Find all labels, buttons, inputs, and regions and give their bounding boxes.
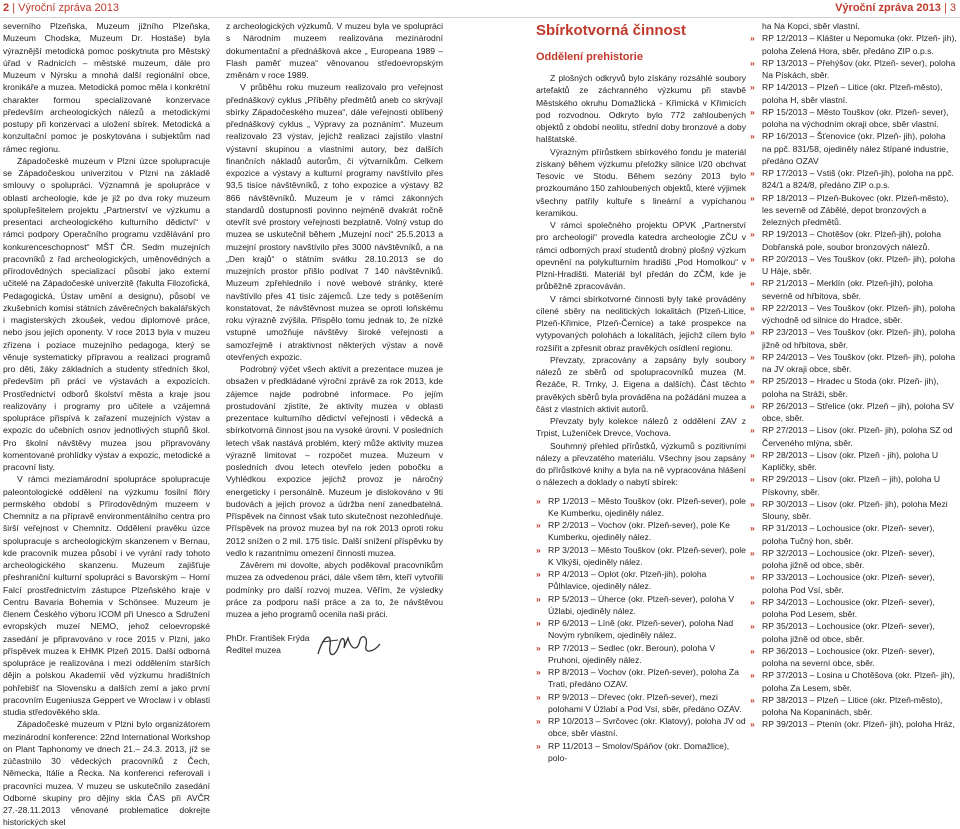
- bullet-marker-icon: »: [750, 547, 755, 558]
- bullet-marker-icon: »: [750, 523, 755, 534]
- header-left: 2 | Výroční zpráva 2013: [3, 2, 119, 14]
- director-name: PhDr. František Frýda: [226, 633, 310, 644]
- bullet-marker-icon: »: [750, 719, 755, 730]
- paragraph: Západočeské muzeum v Plzni bylo organizátorem mezinárodní konference: 22nd International Workshop on Plant Taphonomy ve dnech 21.– 24.3. 2013, jíž se zúčastnilo 30 vědeckých pracovníků z Čech, Německa, Itálie a Řecka. Na konferenci referovali i pracovníci muzea. V muzeu se uskutečnilo zasedání Odborné skupiny pro dějiny skla ČAS při AVČR 27.-28.11.2013 věnované problematice dokrejte historických skel: [3, 719, 210, 828]
- report-title-right: Výroční zpráva 2013: [835, 2, 941, 14]
- acquisition-list: [536, 495, 746, 765]
- paragraph: Západočeské muzeum v Plzni úzce spolupracuje se Západočeskou univerzitou v Plzni na základě smlouvy o spolupráci. Významná je spolupráce v oblasti archeologie, kde je již po dva roky muzeum spolupřešitelem projektu „Partnerství ve výzkumu a presentaci archeologického kulturního dědictví“ v rámci podpory Operačního programu vzdělávání pro konkurenceschopnost“ MŠT ČR. Sedm muzejních pracovníků z řad archeologických, uměnovědných a přírodovědných specializací působí jako externí učitelé na Západočeské univerzitě (fakulta Filozofická, Pedagogická, Ústav umění a designu), působí ve zkušebních komisi státních závěrečných bakalářských i magisterských zkoušek, vedou diplomové práce, nebo jsou jejich oponenty. V roce 2013 byla v muzeu zřízena i poziace muzejního pedagoga, který se věnuje systematicky přípravou a realizaci programů pro děti, žáky základních a studenty středních škol, především při práci ve výstavách a expozicích. Prostřednictví odborů školství města a kraje jsou realizovány i programy pro učitele a vzájemná spolupráce přispívá k zařazení muzejních výstav a expozic do učebních osnov jednotlivých stupňů škol. Pro školní návštěvy muzea jsou připravovány komentované prohlídky výstav a expozic, metodické a pracovní listy.: [3, 155, 210, 472]
- list-item: » RP 23/2013 – Ves Touškov (okr. Plzeň- jih), poloha jižně od hřbitova, sběr.: [750, 327, 956, 350]
- list-item: » RP 16/2013 – Šťenovice (okr. Plzeň- jih), poloha na ppč. 831/58, ojediněly nález štípané industrie, předáno OZAV: [750, 131, 949, 166]
- list-item: » RP 9/2013 – Dřevec (okr. Plzeň-sever), mezi polohami V Úžlabí a Pod Vsí, sběr, předáno OZAV.: [536, 691, 742, 714]
- list-item: » RP 38/2013 – Plzeň – Litice (okr. Plzeň-město), poloha Na Kopaninách, sběr.: [750, 694, 943, 717]
- bullet-marker-icon: »: [750, 425, 755, 436]
- paragraph: severního Plzeňska, Muzeum jižního Plzeňska, Muzeum Chodska, Muzeum Dr. Hostaše) byla výraznější metodická pomoc poskytnuta pro Městský úřad v Radnicích – městské muzeum, dále pro Muzeum v Nýrsku a mnohá další regionální obce, kronikáře a muzea. Metodická pomoc měla i konkrétní charakter formou specializované konzervace především archeologických nálezů a metodickými postupy při konzervaci a uložení sbírek. Metodická a konzultační pomoc je poskytována i subjektům nad rámec regionu.: [3, 21, 210, 154]
- bullet-marker-icon: »: [750, 694, 755, 705]
- list-item: » RP 21/2013 – Merklín (okr. Plzeň-jih), poloha severně od hřbitova, sběr.: [750, 278, 933, 301]
- list-item: » RP 8/2013 – Vochov (okr. Plzeň-sever), poloha Za Trati, předáno OZAV.: [536, 667, 739, 690]
- paragraph: Závěrem mi dovolte, abych poděkoval pracovníkům muzea za odvedenou práci, dále všem těm, kteří vytvořili podmínky pro další rozvoj muzea. Věřím, že výsledky práce za podporu naší práce a za to, že návštěvou muzea a jeho programů ocenila naši práci.: [226, 560, 443, 619]
- page-number-left: 2: [3, 2, 10, 14]
- bullet-marker-icon: »: [750, 327, 755, 338]
- bullet-marker-icon: »: [750, 106, 755, 117]
- bullet-marker-icon: »: [750, 376, 755, 387]
- bullet-marker-icon: »: [536, 642, 541, 653]
- paragraph: Převzaty, zpracovány a zapsány byly soubory nálezů ze sběrů od spolupracovníků muzea (M. Řezáče, R. Trnky, J. Eigena a dalších). Část těchto pravěkých sběrů byla prováděna na požádání muzea a část z vlastních aktivit autorů.: [536, 354, 746, 414]
- list-item: » RP 15/2013 – Město Touškov (okr. Plzeň- sever), poloha na východním okraji obce, sběr vlastní.: [750, 106, 949, 129]
- bullet-marker-icon: »: [750, 645, 755, 656]
- bullet-marker-icon: »: [750, 131, 755, 142]
- list-item: » RP 30/2013 – Lisov (okr. Plzeň- jih), poloha Mezi Slouny, sběr.: [750, 498, 948, 521]
- text-column-2: [226, 20, 443, 656]
- bullet-marker-icon: »: [750, 57, 755, 68]
- bullet-marker-icon: »: [750, 33, 755, 44]
- bullet-marker-icon: »: [750, 498, 755, 509]
- list-item: » RP 20/2013 – Ves Touškov (okr. Plzeň- jih), poloha U Háje, sběr.: [750, 253, 956, 276]
- list-item: » RP 10/2013 – Svrčovec (okr. Klatovy), poloha JV od obce, sběr vlastní.: [536, 716, 746, 739]
- paragraph: V rámci sbírkotvorné činnosti byly také provádény cílené sběry na neolitických lokalitách (Plzeň-Litice, Plzeň-Křimice, Plzeň-Černice) a také prospekce na vytypovaných polohách a lokalitách, jejichž cílem bylo rozšířit a zpřesnit obraz pravěkých osídlení regionu.: [536, 293, 746, 353]
- subsection-title: Oddělení prehistorie: [536, 51, 643, 63]
- paragraph: Souhrnný přehled přírůstků, výzkumů s pozitivními nálezy a převzatého materiálu. Všechny jsou zapsány do přírůstkové knihy a byla na ně vypracována hlášení o nálezech a doklady o nabytí sbírek:: [536, 440, 746, 488]
- report-title-left: Výroční zpráva 2013: [18, 2, 119, 14]
- bullet-marker-icon: »: [750, 596, 755, 607]
- paragraph: z archeologických výzkumů. V muzeu byla ve spolupráci s Národním muzeem realizována mezinárodní dokumentační a přednášková akce „ Europeana 1989 – Flash paměť muzea“ věnovanou středoevropským změnám v roce 1989.: [226, 21, 443, 80]
- paragraph: V rámci meziamárodní spolupráce spolupracuje paleontologické oddělení na výzkumu fosilní flóry permského období s Přírodovědným muzeem v Chemnitz a na přípravě environmentálního centra pro širší veřejnost v Chemnitz. Oddělení pravěku úzce spolupracuje s archeologickým skanzenem v Bernau, kde pracovník muzea působí i ve vyrání rady tohoto archeologického skanzenu. Muzeum zajišťuje přeshraniční kulturní spolupráci s Bavorským – Horní Falcí prostřednictvím zástupce Plzeňského kraje v Centru Bavaria Bohemia v Schönsee. Muzeum je členem Českého výboru ICOM při Unesco a Sdružení evropských muzeí NEMO, jehož celoevropské zasedání je připravováno v roce 2015 v Plzni, jako příspěvek muzea k EHMK Plzeň 2015. Další odborná spolupráce je realizována i mezi oddělením starších dějin a polskou Akademií věd výzkumu hradištních pohřebišť na Slovensku a dalších zemí a jako první pracovním Eugeniusza Geppert ve Wroclaw i v oblasti studia středověkého skla.: [3, 474, 210, 717]
- bullet-marker-icon: »: [536, 495, 541, 506]
- section-title: Sbírkotvorná činnost: [536, 22, 687, 39]
- bullet-marker-icon: »: [536, 618, 541, 628]
- text-column-1: [3, 20, 210, 828]
- bullet-marker-icon: »: [750, 572, 755, 583]
- director-role: Ředitel muzea: [226, 645, 281, 656]
- list-item: » RP 3/2013 – Město Touškov (okr. Plzeň-sever), pole K Vlkýši, ojediněly nález.: [536, 544, 746, 567]
- bullet-marker-icon: »: [750, 192, 755, 203]
- list-item: » RP 26/2013 – Střelice (okr. Plzeň – jih), poloha SV obce, sběr.: [750, 400, 954, 423]
- paragraph: Z plošných odkryvů bylo získány rozsáhlé soubory artefaktů ze záchranného výzkumu při stavbě Městského okruhu Domažlická - Křimická v Křimicích pod rozvodnou. Odkryto bylo 772 zahloubených objektů z období neolitu, střední doby bronzové a doby halštatské.: [536, 73, 746, 145]
- bullet-marker-icon: »: [536, 569, 541, 579]
- list-item: » RP 33/2013 – Lochousice (okr. Plzeň- sever), poloha Pod Vsí, sběr.: [750, 572, 935, 595]
- bullet-marker-icon: »: [750, 670, 755, 681]
- paragraph: V průběhu roku muzeum realizovalo pro veřejnost přednáškový cyklus „Příběhy předmětů aneb co skrývají sbírky Západočeského muzea“, dále veřejnosti oblíbený přednáškový cyklus „ Výpravy za poznáním“. Muzeum realizovalo 23 výstav, jejichž realizaci zajistilo vlastní výstavní skupinou a vlastními autory, bez dalších finančních nákladů autorům, či výtvarníkům. Celkem expozice a výstavy a kulturní programy navštívilo přes 93,5 tisíce návštěvníků, z toho expozice a výstavy 82 866 návštěvníků. Muzeum je v rámci zákonných standardů dostupnosti povinno nejméně dvakrát ročně otevřít své prostory veřejnosti bezplatně. Volný vstup do muzea se uskutečnil během „Muzejní noci“ 25.5.2013 a muzejní prostory navštívilo přes 3000 návštěvníků, a na „Den krajů“ o státním svátku 28.10.2013 se do muzejních prostor přišlo podívat 7 140 návštěvníků. Muzeum zpřehlednilo i nové webové stránky, které navštívilo přes 41 tisíc zájemců. Lze tedy s potěšením konstatovat, že návštěvnost muzea se oproti loňskému roku výrazně zvýšila. Přispělo tomu jednak to, že nízké vstupné umožňuje návštěvy široké veřejnosti a samozřejmě i atraktivnost některých výstav a nově otevřených expozic.: [226, 82, 443, 362]
- bullet-marker-icon: »: [750, 302, 755, 313]
- list-item: » RP 36/2013 – Lochousice (okr. Plzeň- sever), poloha na severní obce, sběr.: [750, 645, 935, 668]
- list-item: » RP 12/2013 – Klášter u Nepomuka (okr. Plzeň- jih), poloha Zelená Hora, sběr, předáno ZIP o.p.s.: [750, 33, 957, 56]
- list-item: » RP 39/2013 – Ptenín (okr. Plzeň- jih), poloha Hráz,: [750, 719, 955, 730]
- bullet-marker-icon: »: [536, 593, 541, 604]
- bullet-marker-icon: »: [750, 474, 755, 485]
- bullet-marker-icon: »: [536, 667, 541, 677]
- bullet-marker-icon: »: [750, 278, 755, 289]
- list-item: » RP 35/2013 – Lochousice (okr. Plzeň- sever), poloha jižně od obce, sběr.: [750, 621, 935, 644]
- bullet-marker-icon: »: [750, 82, 755, 93]
- list-item: » RP 17/2013 – Vstiš (okr. Plzeň-jih), poloha na ppč. 824/1 a 824/8, předáno ZIP o.p.s.: [750, 168, 954, 191]
- list-item: » RP 18/2013 – Plzeň-Bukovec (okr. Plzeň-město), les severně od Zábělé, depot bronzových a železných předmětů.: [750, 192, 949, 227]
- list-continuation: ha Na Kopci, sběr vlastní.: [762, 21, 860, 31]
- list-item: » RP 5/2013 – Úherce (okr. Plzeň-sever), poloha V Úžlabi, ojediněly nález.: [536, 593, 735, 616]
- bullet-marker-icon: »: [750, 400, 755, 411]
- list-item: » RP 25/2013 – Hradec u Stoda (okr. Plzeň- jih), poloha na Stráži, sběr.: [750, 376, 939, 399]
- bullet-marker-icon: »: [750, 351, 755, 362]
- bullet-marker-icon: »: [750, 168, 755, 178]
- list-item: » RP 11/2013 – Smolov/Spáňov (okr. Domažlice), polo-: [536, 740, 730, 763]
- list-item: » RP 37/2013 – Losina u Chotěšova (okr. Plzeň- jih), poloha Za Lesem, sběr.: [750, 670, 955, 693]
- list-item: » RP 6/2013 – Líně (okr. Plzeň-sever), poloha Nad Novým rybníkem, ojediněly nález.: [536, 618, 734, 641]
- list-item: » RP 34/2013 – Lochousice (okr. Plzeň- sever), poloha Pod Lesem, sběr.: [750, 596, 935, 619]
- bullet-marker-icon: »: [536, 544, 541, 555]
- paragraph: Podrobný výčet všech aktivit a prezentace muzea je obsažen v předkládané výroční zprávě za rok 2013, kde zájemce najde podrobné informace. Po jejím prostudování zjistíte, že aktivity muzea v oblasti prezentace kulturního dědictví veřejnosti i vědecká a sbírkotvorná činnost jsou na vysoké úrovni. V posledních letech však nastává problém, který může aktivity muzea výrazně limitovat – rozpočet muzea. Muzeum v posledních dvou letech otevřelo jeden pobočku a Vyhlédkou expozice jejichž provoz je náročný energeticky i personálně. Muzeum je dislokováno v 9ti budovách a jejich provoz a údržba není zanedbatelná. Příspěvek na činnost však tuto skutečnost nezohledňuje. Příspěvek na provoz muzea byl na rok 2013 oproti roku 2012 snížen o 2 mil. 175 tisíc. Další snížení příspěvku by vedlo k razantnímu omezení činnosti muzea.: [226, 364, 443, 558]
- list-item: » RP 31/2013 – Lochousice (okr. Plzeň- sever), poloha Tučný hon, sběr.: [750, 523, 935, 546]
- list-item: » RP 4/2013 – Oplot (okr. Plzeň-jih), poloha Půlhlavice, ojediněly nález.: [536, 569, 707, 592]
- list-item: » RP 24/2013 – Ves Touškov (okr. Plzeň- jih), poloha na JV okraji obce, sběr.: [750, 351, 956, 374]
- page-number-right: 3: [949, 2, 956, 14]
- bullet-marker-icon: »: [536, 716, 541, 726]
- list-item: » RP 14/2013 – Plzeň – Litice (okr. Plzeň-město), poloha H, sběr vlastní.: [750, 82, 943, 105]
- bullet-marker-icon: »: [750, 621, 755, 632]
- acquisition-list: [750, 32, 957, 730]
- paragraph: Výrazným přírůstkem sbírkového fondu je materiál získaný během výzkumu přeložky silnice I/20 obchvat Tesovic ve Stodu. Během sezóny 2013 bylo prozkoumáno 150 zahloubených objektů, které výjimek všechny patřily kultuře s lineární a vypíchanou keramikou.: [536, 146, 746, 218]
- header-right: Výroční zpráva 2013 | 3: [835, 2, 956, 14]
- list-item: » RP 28/2013 – Lisov (okr. Plzeň - jih), poloha U Kapličky, sběr.: [750, 449, 939, 472]
- list-item: » RP 29/2013 – Lisov (okr. Plzeň – jih), poloha U Pískovny, sběr.: [750, 474, 941, 497]
- header-rule: [0, 17, 960, 18]
- handwritten-signature: [314, 628, 384, 664]
- list-item: » RP 2/2013 – Vochov (okr. Plzeň-sever), pole Ke Kumberku, ojediněly nález.: [536, 520, 730, 543]
- bullet-marker-icon: »: [536, 691, 541, 702]
- list-item: » RP 32/2013 – Lochousice (okr. Plzeň- sever), poloha jižně od obce, sběr.: [750, 547, 935, 570]
- list-item: » RP 7/2013 – Sedlec (okr. Beroun), poloha V Pruhoni, ojediněly nález.: [536, 642, 716, 665]
- paragraph: Převzaty byly kolekce nálezů z oddělení ZAV z Trpist, Luženíček Drevce, Vochova.: [536, 416, 746, 439]
- list-item: » RP 1/2013 – Město Touškov (okr. Plzeň-sever), pole Ke Kumberku, ojediněly nález.: [536, 495, 746, 518]
- text-column-4: [750, 20, 957, 730]
- list-item: » RP 22/2013 – Ves Touškov (okr. Plzeň- jih), poloha východně od silnice do Hradce, sběr.: [750, 302, 956, 325]
- bullet-marker-icon: »: [536, 740, 541, 751]
- list-item: » RP 27/2013 – Lisov (okr. Plzeň- jih), poloha SZ od Červeného mlýna, sběr.: [750, 425, 953, 448]
- signature-block: [226, 632, 443, 672]
- paragraph: V rámci společného projektu OPVK „Partnerství pro archeologii“ provedla katedra archeologie ZČU v rámci odborných praxí studentů drobný plošný výzkum opevnění na polykulturním hradišti „Pod Homolkou“ v Plzni-Hradišti. Materiál byl předán do ZČM, kde je průběžně zpracováván.: [536, 220, 746, 292]
- list-item: » RP 19/2013 – Chotěšov (okr. Plzeň-jih), poloha Dobřanská pole, soubor bronzových nálezů.: [750, 229, 941, 252]
- bullet-marker-icon: »: [750, 253, 755, 264]
- bullet-marker-icon: »: [750, 229, 755, 240]
- list-item: » RP 13/2013 – Přehýšov (okr. Plzeň- sever), poloha Na Pískách, sběr.: [750, 57, 956, 80]
- text-column-3: [536, 20, 746, 763]
- bullet-marker-icon: »: [750, 449, 755, 460]
- bullet-marker-icon: »: [536, 520, 541, 530]
